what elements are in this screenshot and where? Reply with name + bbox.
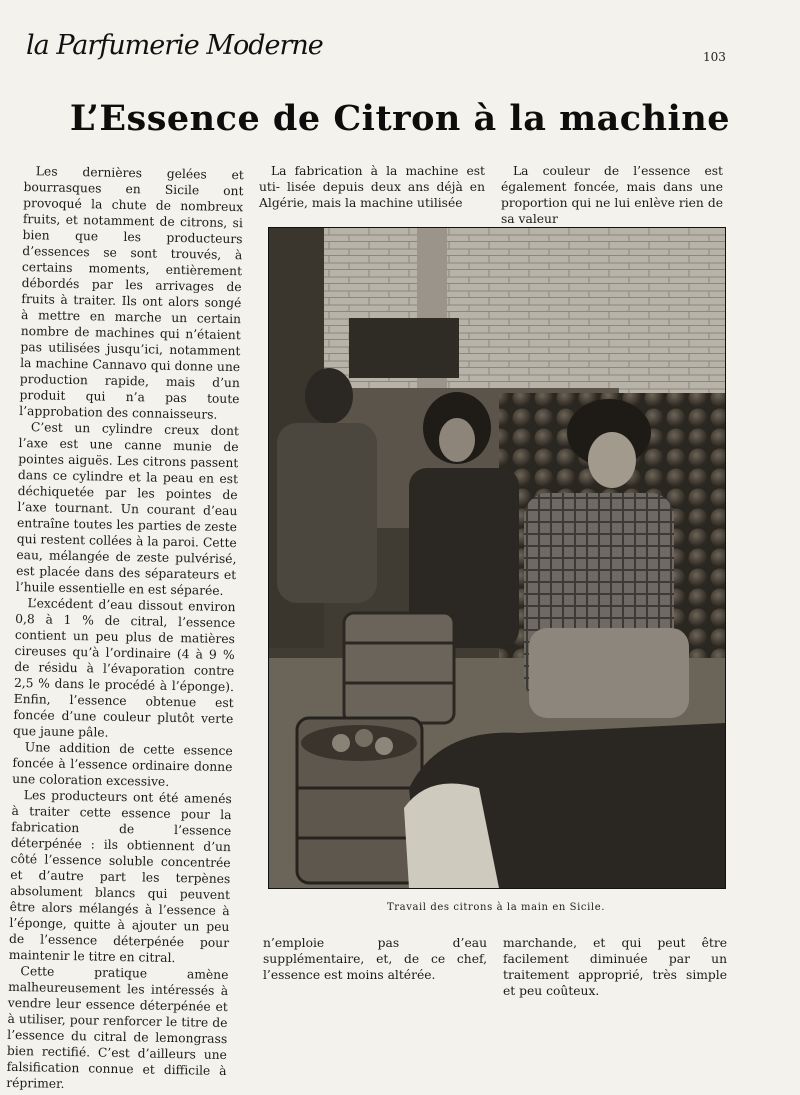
paragraph: n’emploie pas d’eau supplémentaire, et, de ce chef, l’essence est moins altérée. bbox=[263, 936, 487, 982]
article-column-2-top bbox=[259, 163, 485, 211]
paragraph: Une addition de cette essence foncée à l’essence ordinaire donne une coloration excessive. bbox=[12, 740, 233, 789]
article-title: L’Essence de Citron à la machine bbox=[69, 98, 731, 139]
paragraph: Les dernières gelées et bourrasques en Sicile ont provoqué la chute de nombreux fruits, et notamment de citrons, si bien que les producteurs d’essences se sont trouvés, à certains moments, entièrement débordés par les arrivages de fruits à traiter. Ils ont alors songé à mettre en marche un certain nombre de machines qui n’étaient pas utilisées jusqu’ici, notamment la machine Cannavo qui donne une production rapide, mais d’un produit qui n’a pas toute l’approbation des connaisseurs. bbox=[19, 164, 244, 422]
photo-illustration bbox=[269, 228, 725, 888]
paragraph: Cette pratique amène malheureusement les intéressés à vendre leur essence déterpénée et à utiliser, pour renforcer le titre de l’essence du citral de lemongrass bien rectifié. C’est d’ailleurs une falsification connue et difficile à réprimer. bbox=[6, 964, 229, 1091]
article-column-3-top bbox=[501, 163, 723, 227]
paragraph: C’est un cylindre creux dont l’axe est une canne munie de pointes aiguës. Les citrons passent dans ce cylindre et la peau en est déchiquetée par les pointes de l’axe tournant. Un courant d’eau entraîne toutes les parties de zeste qui restent collées à la paroi. Cette eau, mélangée de zeste pulvérisé, est placée dans des séparateurs et l’huile essentielle en est séparée. bbox=[15, 420, 240, 598]
paragraph: L’excédent d’eau dissout environ 0,8 à 1 % de citral, l’essence contient un peu plus de matières cireuses qu’à l’ordinaire (4 à 9 % de résidu à l’évaporation contre 2,5 % dans le procédé à l’éponge). Enfin, l’essence obtenue est foncée d’une couleur plutôt verte que jaune pâle. bbox=[12, 596, 236, 740]
page-number: 103 bbox=[703, 50, 726, 64]
article-column-2-bottom bbox=[263, 935, 487, 983]
article-column-1 bbox=[6, 163, 244, 1095]
photo-caption: Travail des citrons à la main en Sicile. bbox=[386, 902, 606, 913]
paragraph: marchande, et qui peut être facilement diminuée par un traitement approprié, très simple et peu coûteux. bbox=[503, 936, 727, 998]
paragraph: La fabrication à la machine est uti- lisée depuis deux ans déjà en Algérie, mais la machine utilisée bbox=[259, 164, 485, 210]
masthead-logo: la Parfumerie Moderne bbox=[26, 30, 323, 61]
article-column-3-bottom bbox=[503, 935, 727, 999]
paragraph: La couleur de l’essence est également foncée, mais dans une proportion qui ne lui enlève rien de sa valeur bbox=[501, 164, 723, 226]
photograph bbox=[268, 227, 726, 889]
paragraph: Les producteurs ont été amenés à traiter cette essence pour la fabrication de l’essence déterpénée : ils obtiennent d’un côté l’essence soluble concentrée et d’autre part les terpènes absolument blancs qui peuvent être alors mélangés à l’essence à l’éponge, quitte à ajouter un peu de l’essence déterpénée pour maintenir le titre en citral. bbox=[8, 788, 232, 966]
